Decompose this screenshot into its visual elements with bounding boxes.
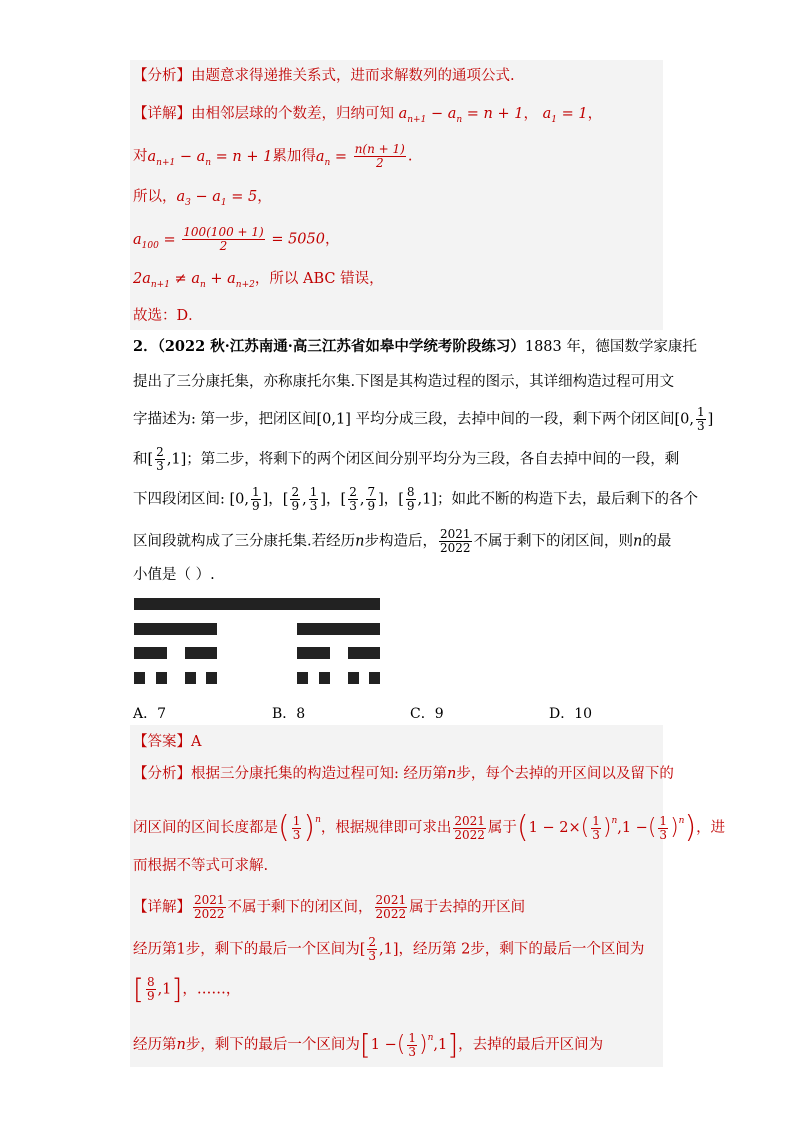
analysis-text: 由题意求得递推关系式，进而求解数列的通项公式. xyxy=(191,68,515,84)
cantor-level-2-a xyxy=(134,647,167,659)
choice-c[interactable]: C．9 xyxy=(410,706,444,722)
solution-detail-line-1: 【详解】 $\frac{2021}{2022}$ 不属于剩下的闭区间， $\frac{2021}{2022}$ 属于去掉的开区间 xyxy=(133,893,526,921)
answer-tag: 【答案】 xyxy=(133,734,191,750)
analysis-tag: 【分析】 xyxy=(133,68,191,84)
problem-2-line-7: 小值是（ ）. xyxy=(133,567,215,583)
problem-2-line-5: 下四段闭区间: [0, $\frac{1}{9}$ ]，[ $\frac{2}{9}$ , $\frac{1}{3}$ ]，[ $\frac{2}{3}$ , $\frac{7}{9}$ ]，[ $\frac{8}{9}$ ,1]；如此不断的构造下去，最后剩下的各个 xyxy=(133,485,699,513)
solution-analysis-line-3: 而根据不等式可求解. xyxy=(133,858,269,874)
solution-detail-line-3: [ $\frac{8}{9}$ ,1]，……， xyxy=(133,972,241,1006)
cantor-level-3-g xyxy=(348,672,359,684)
cantor-level-1-right xyxy=(297,623,380,635)
conclusion-line: 故选：D． xyxy=(133,308,203,324)
answer-line xyxy=(133,732,201,752)
solution-analysis-line-2: 闭区间的区间长度都是( $\frac{1}{3}$ )$^n$，根据规律即可求出 $\frac{2021}{2022}$ 属于(1 − 2×( $\frac{1}{3}$ )$^n$,1 −( $\frac{1}{3}$ )$^n$)，进 xyxy=(133,810,726,845)
cantor-level-3-a xyxy=(134,672,145,684)
cantor-level-1-left xyxy=(134,623,217,635)
problem-source: （2022 秋·江苏南通·高三江苏省如皋中学统考阶段练习） xyxy=(157,338,525,355)
cantor-level-3-f xyxy=(319,672,330,684)
choice-b[interactable]: B．8 xyxy=(272,706,306,722)
problem-2-line-4: 和[ $\frac{2}{3}$ ,1]；第二步，将剩下的两个闭区间分别平均分为三段，各自去掉中间的一段，剩 xyxy=(133,445,680,473)
cantor-level-3-b xyxy=(156,672,167,684)
detail-tag: 【详解】 xyxy=(133,106,191,122)
inequality-line: $2a_{n+1} \ne a_n + a_{n+2}$，所以 ABC 错误， xyxy=(133,271,384,290)
cantor-level-3-c xyxy=(185,672,196,684)
cantor-level-2-b xyxy=(185,647,217,659)
a100-line: $a_{100}$ = $\frac{100(100 + 1)}{2}$ = 5050， xyxy=(133,225,340,253)
problem-2-line-3: 字描述为: 第一步，把闭区间[0,1] 平均分成三段，去掉中间的一段，剩下两个闭区间[0, $\frac{1}{3}$ ] xyxy=(133,405,714,433)
cantor-level-2-c xyxy=(297,647,330,659)
cantor-level-3-e xyxy=(297,672,308,684)
cantor-level-3-h xyxy=(369,672,380,684)
problem-number: 2． xyxy=(133,338,158,355)
cantor-level-2-d xyxy=(348,647,380,659)
solution-detail-line-2: 经历第1步，剩下的最后一个区间为[ $\frac{2}{3}$ ,1]，经历第 2步，剩下的最后一个区间为 xyxy=(133,935,645,963)
analysis-line xyxy=(133,66,515,86)
detail-line: 【详解】由相邻层球的个数差，归纳可知 $a_{n+1} - a_n = n + 1$， $a_1 = 1$， xyxy=(133,106,603,125)
recurrence-eq: $a_{n+1} - a_n = n + 1$ xyxy=(398,106,524,125)
detail-text: 由相邻层球的个数差，归纳可知 xyxy=(191,106,394,122)
choice-a[interactable]: A．7 xyxy=(133,706,167,722)
fraction-n: $\frac{n(n + 1)}{2}$ xyxy=(354,142,405,170)
solution-detail-line-4: 经历第n步，剩下的最后一个区间为[1 −( $\frac{1}{3}$ )$^n$,1]，去掉的最后开区间为 xyxy=(133,1028,604,1061)
problem-2-line-1: 2．（2022 秋·江苏南通·高三江苏省如皋中学统考阶段练习）1883 年，德国数学家康托 xyxy=(133,338,697,355)
problem-2-line-6: 区间段就构成了三分康托集.若经历n步构造后， $\frac{2021}{2022}$ 不属于剩下的闭区间，则n的最 xyxy=(133,527,672,555)
fraction-100: $\frac{100(100 + 1)}{2}$ xyxy=(183,225,264,253)
problem-2-line-2: 提出了三分康托集，亦称康托尔集.下图是其构造过程的图示，其详细构造过程可用文 xyxy=(133,374,675,390)
cantor-level-0 xyxy=(134,598,380,610)
solution-analysis-line-1: 【分析】根据三分康托集的构造过程可知: 经历第n步，每个去掉的开区间以及留下的 xyxy=(133,766,674,782)
answer-value: A xyxy=(191,734,202,750)
a3-line: 所以，$a_3 - a_1 = 5$， xyxy=(133,189,272,208)
choice-d[interactable]: D．10 xyxy=(549,706,593,722)
sum-line: 对$a_{n+1} - a_n = n + 1$累加得$a_n$ = $\frac{n(n + 1)}{2}$ . xyxy=(133,142,413,170)
initial-eq: $a_1 = 1$ xyxy=(542,106,588,125)
cantor-level-3-d xyxy=(206,672,217,684)
